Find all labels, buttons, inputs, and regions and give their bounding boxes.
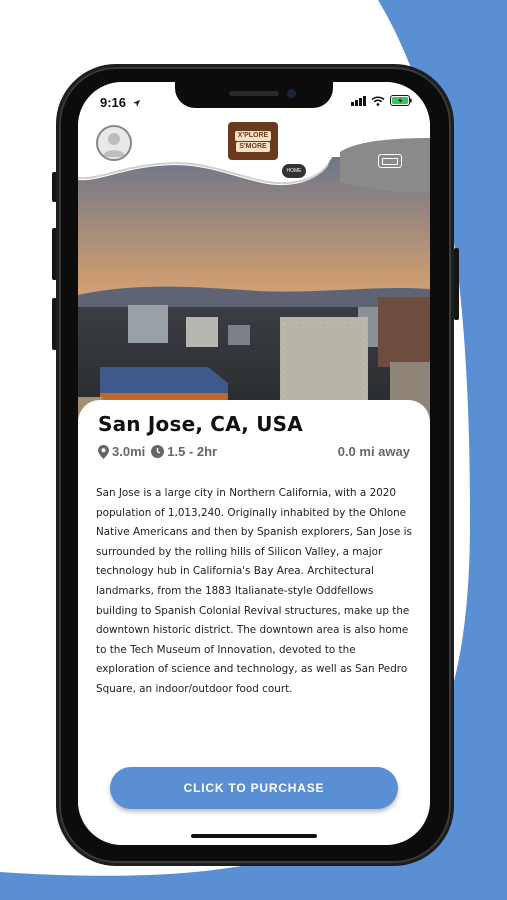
purchase-button[interactable]: CLICK TO PURCHASE	[110, 767, 398, 809]
user-avatar-icon[interactable]	[96, 125, 132, 161]
battery-icon	[390, 95, 412, 106]
wifi-icon	[371, 96, 385, 106]
duration-text: 1.5 - 2hr	[167, 444, 218, 459]
away-text: 0.0 mi away	[337, 444, 410, 459]
home-indicator[interactable]	[191, 834, 317, 838]
place-description: San Jose is a large city in Northern California, with a 2020 population of 1,013,240. Originally inhabited by the Ohlone Native Americans and then by Spanish explorers, San Jose is surrounded by the rolling hills of Silicon Valley, a major technology hub in California's Bay Area. Architectural landmarks, from the 1883 Italianate-style Oddfellows building to Spanish Colonial Revival structures, make up the downtown historic district. The downtown area is also home to the Tech Museum of Innovation, devoted to the exploration of science and technology, as well as San Pedro Square, an indoor/outdoor food court.	[96, 487, 412, 695]
app-screen	[78, 82, 430, 845]
ticket-icon[interactable]	[378, 154, 402, 168]
clock-icon	[151, 445, 164, 458]
status-time	[100, 95, 141, 110]
avatar-silhouette	[98, 127, 130, 159]
signal-icon	[351, 96, 366, 106]
duration-info	[151, 444, 217, 459]
distance-info	[98, 444, 145, 459]
notch	[175, 82, 333, 108]
speaker	[229, 91, 279, 96]
camera	[287, 89, 296, 98]
map-pin-icon	[98, 445, 109, 459]
logo-line1: X'PLORE	[235, 131, 271, 141]
location-arrow-icon	[132, 99, 141, 108]
power-button	[454, 248, 459, 320]
app-logo[interactable]	[228, 122, 278, 160]
home-badge[interactable]: HOME	[282, 164, 306, 178]
place-meta	[98, 444, 410, 459]
place-title: San Jose, CA, USA	[98, 412, 303, 436]
logo-line2: S'MORE	[236, 142, 269, 152]
distance-text: 3.0mi	[112, 444, 146, 459]
status-time-text: 9:16	[100, 95, 127, 110]
status-icons	[351, 95, 412, 106]
